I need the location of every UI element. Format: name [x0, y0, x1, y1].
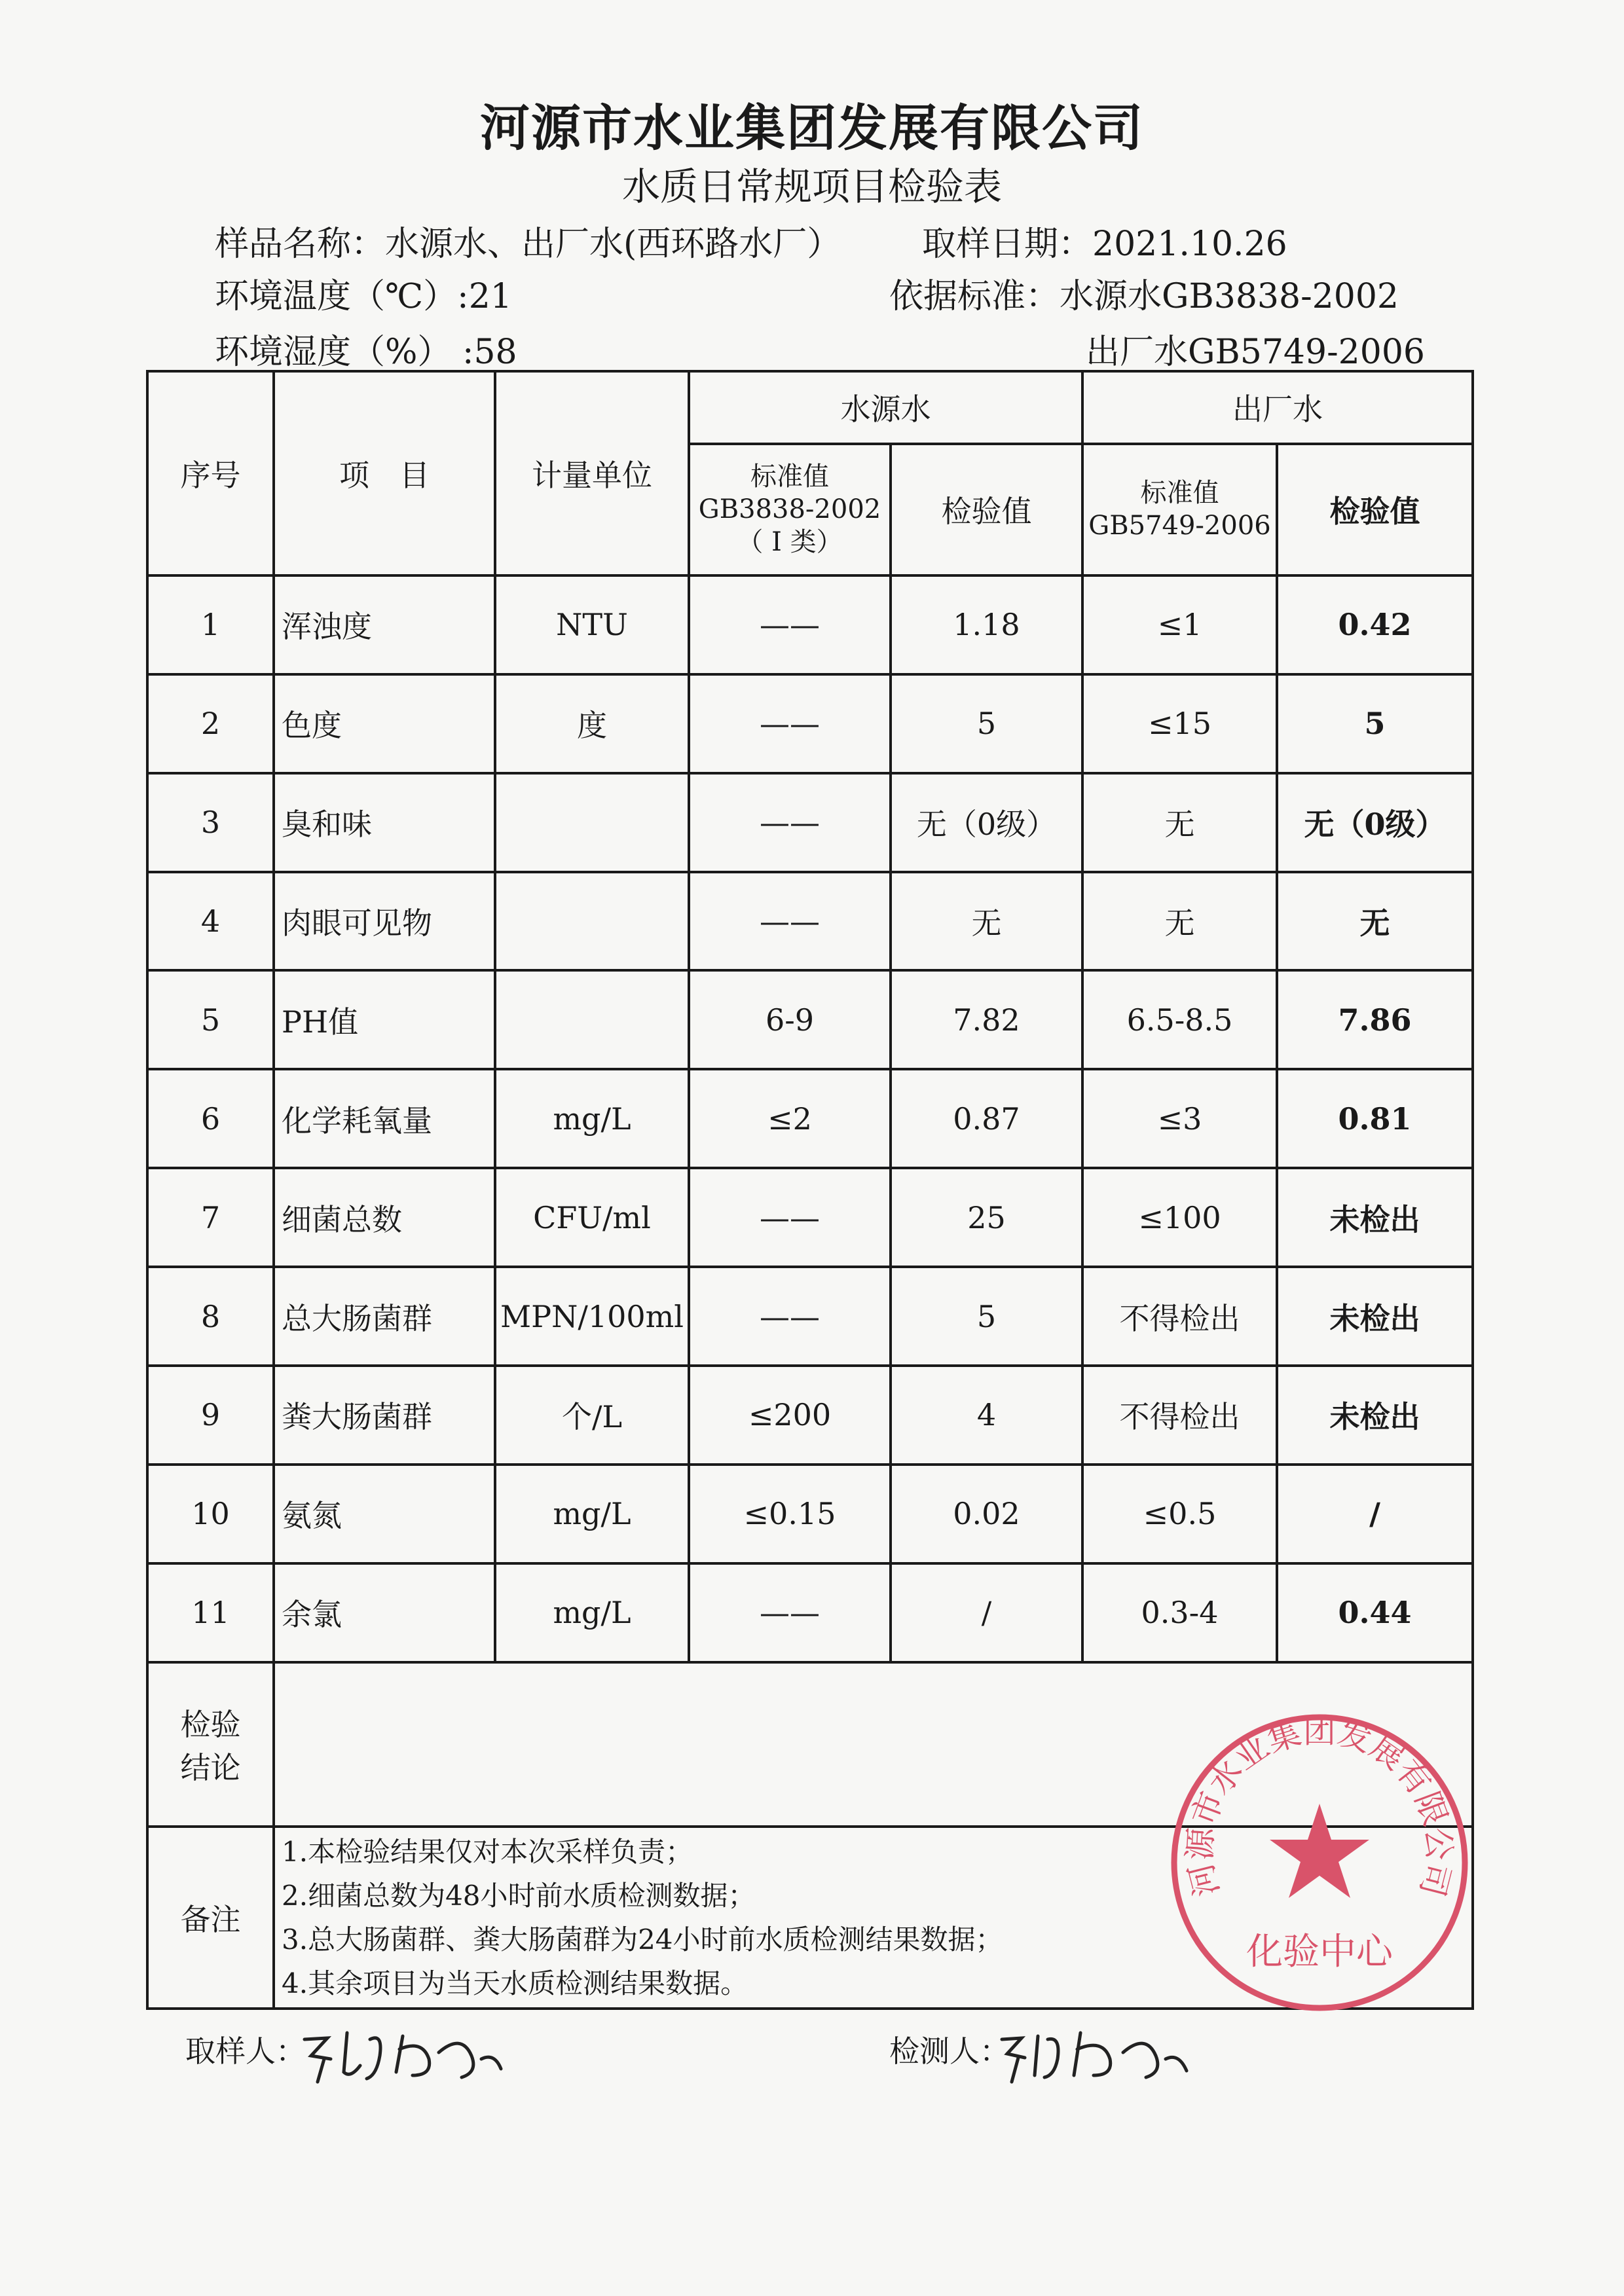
company-title: 河源市水业集团发展有限公司: [480, 99, 1144, 157]
cell-source-value: 7.82: [891, 970, 1082, 1069]
seal-star-icon: [1270, 1804, 1369, 1898]
cell-unit: [495, 872, 689, 971]
cell-factory-standard: 不得检出: [1082, 1366, 1277, 1465]
cell-seq: 1: [147, 575, 274, 674]
cell-seq: 9: [147, 1366, 274, 1465]
cell-factory-standard: ≤1: [1082, 575, 1277, 674]
note-line: 2.细菌总数为48小时前水质检测数据；: [282, 1879, 756, 1912]
official-seal: [1162, 1705, 1477, 2020]
table-row: [147, 674, 1473, 773]
env-temperature: 环境温度（℃）:21: [215, 277, 512, 316]
cell-item: 粪大肠菌群: [274, 1366, 495, 1465]
cell-factory-standard: ≤3: [1082, 1069, 1277, 1168]
header-source-standard: 标准值 GB3838-2002 （ I 类）: [689, 444, 891, 575]
cell-item: 余氯: [274, 1563, 495, 1662]
cell-factory-standard: ≤15: [1082, 674, 1277, 773]
cell-source-standard: ——: [689, 674, 891, 773]
seal-outer-text: 河源市水业集团发展有限公司: [1180, 1712, 1459, 1901]
cell-factory-value: /: [1277, 1465, 1473, 1563]
cell-source-standard: ——: [689, 773, 891, 872]
cell-source-standard: ——: [689, 1168, 891, 1267]
cell-factory-standard: 0.3-4: [1082, 1563, 1277, 1662]
cell-factory-value: 未检出: [1277, 1168, 1473, 1267]
cell-source-standard: ——: [689, 575, 891, 674]
cell-source-value: 0.87: [891, 1069, 1082, 1168]
table-row: [147, 1465, 1473, 1563]
conclusion-label: 检验 结论: [147, 1662, 274, 1827]
inspector-label: 检测人：: [889, 2033, 1010, 2069]
seal-inner-text: 化验中心: [1246, 1931, 1393, 1973]
cell-factory-value: 5: [1277, 674, 1473, 773]
inspector-signature: [995, 2020, 1192, 2092]
cell-source-value: 无: [891, 872, 1082, 971]
cell-unit: mg/L: [495, 1465, 689, 1563]
cell-factory-value: 无: [1277, 872, 1473, 971]
header-source-value: 检验值: [891, 444, 1082, 575]
header-item: 项 目: [274, 371, 495, 575]
cell-source-standard: 6-9: [689, 970, 891, 1069]
cell-seq: 11: [147, 1563, 274, 1662]
cell-item: 总大肠菌群: [274, 1267, 495, 1366]
sampler-label: 取样人：: [185, 2033, 306, 2069]
table-row: [147, 773, 1473, 872]
cell-factory-standard: 无: [1082, 872, 1277, 971]
cell-seq: 6: [147, 1069, 274, 1168]
table-row: [147, 1267, 1473, 1366]
cell-seq: 4: [147, 872, 274, 971]
cell-seq: 3: [147, 773, 274, 872]
header-source-water: 水源水: [689, 371, 1082, 444]
table-row: [147, 1563, 1473, 1662]
cell-item: PH值: [274, 970, 495, 1069]
cell-factory-standard: 6.5-8.5: [1082, 970, 1277, 1069]
cell-seq: 7: [147, 1168, 274, 1267]
cell-seq: 5: [147, 970, 274, 1069]
header-factory-value: 检验值: [1277, 444, 1473, 575]
cell-unit: [495, 970, 689, 1069]
cell-source-value: 无（0级）: [891, 773, 1082, 872]
table-row: [147, 1366, 1473, 1465]
note-line: 1.本检验结果仅对本次采样负责；: [282, 1835, 693, 1868]
cell-item: 氨氮: [274, 1465, 495, 1563]
sample-name: 样品名称：水源水、出厂水(西环路水厂）: [215, 225, 841, 264]
cell-factory-standard: 不得检出: [1082, 1267, 1277, 1366]
note-line: 4.其余项目为当天水质检测结果数据。: [282, 1967, 748, 2000]
sample-date: 取样日期：2021.10.26: [922, 225, 1287, 264]
cell-factory-value: 0.42: [1277, 575, 1473, 674]
cell-source-value: 25: [891, 1168, 1082, 1267]
table-row: [147, 1069, 1473, 1168]
cell-factory-value: 未检出: [1277, 1267, 1473, 1366]
header-seq: 序号: [147, 371, 274, 575]
cell-item: 色度: [274, 674, 495, 773]
cell-factory-value: 0.44: [1277, 1563, 1473, 1662]
cell-source-standard: ——: [689, 872, 891, 971]
cell-seq: 8: [147, 1267, 274, 1366]
cell-unit: 度: [495, 674, 689, 773]
cell-unit: [495, 773, 689, 872]
cell-source-value: 0.02: [891, 1465, 1082, 1563]
header-unit: 计量单位: [495, 371, 689, 575]
header-factory-standard: 标准值 GB5749-2006: [1082, 444, 1277, 575]
cell-source-standard: ≤0.15: [689, 1465, 891, 1563]
standard-factory: 出厂水GB5749-2006: [1086, 333, 1425, 372]
cell-source-value: 5: [891, 1267, 1082, 1366]
sampler-signature: [298, 2020, 507, 2092]
cell-factory-standard: ≤100: [1082, 1168, 1277, 1267]
cell-seq: 10: [147, 1465, 274, 1563]
cell-factory-value: 7.86: [1277, 970, 1473, 1069]
cell-source-standard: ——: [689, 1267, 891, 1366]
form-title: 水质日常规项目检验表: [621, 164, 1002, 209]
cell-unit: NTU: [495, 575, 689, 674]
cell-item: 化学耗氧量: [274, 1069, 495, 1168]
table-row: [147, 1168, 1473, 1267]
cell-item: 细菌总数: [274, 1168, 495, 1267]
table-row: [147, 575, 1473, 674]
table-row: [147, 872, 1473, 971]
cell-factory-value: 无（0级）: [1277, 773, 1473, 872]
cell-source-standard: ≤2: [689, 1069, 891, 1168]
standard-source: 依据标准：水源水GB3838-2002: [889, 277, 1399, 316]
cell-item: 肉眼可见物: [274, 872, 495, 971]
env-humidity: 环境湿度（%） :58: [215, 333, 517, 372]
header-factory-water: 出厂水: [1082, 371, 1473, 444]
cell-source-standard: ≤200: [689, 1366, 891, 1465]
cell-source-value: /: [891, 1563, 1082, 1662]
cell-seq: 2: [147, 674, 274, 773]
cell-source-value: 4: [891, 1366, 1082, 1465]
cell-source-standard: ——: [689, 1563, 891, 1662]
table-row: [147, 970, 1473, 1069]
cell-unit: mg/L: [495, 1563, 689, 1662]
cell-factory-value: 0.81: [1277, 1069, 1473, 1168]
cell-unit: MPN/100ml: [495, 1267, 689, 1366]
cell-source-value: 1.18: [891, 575, 1082, 674]
cell-item: 臭和味: [274, 773, 495, 872]
cell-factory-value: 未检出: [1277, 1366, 1473, 1465]
notes-label: 备注: [147, 1827, 274, 2009]
cell-unit: CFU/ml: [495, 1168, 689, 1267]
cell-factory-standard: 无: [1082, 773, 1277, 872]
cell-source-value: 5: [891, 674, 1082, 773]
cell-factory-standard: ≤0.5: [1082, 1465, 1277, 1563]
cell-unit: mg/L: [495, 1069, 689, 1168]
cell-unit: 个/L: [495, 1366, 689, 1465]
note-line: 3.总大肠菌群、粪大肠菌群为24小时前水质检测结果数据；: [282, 1923, 1003, 1956]
cell-item: 浑浊度: [274, 575, 495, 674]
